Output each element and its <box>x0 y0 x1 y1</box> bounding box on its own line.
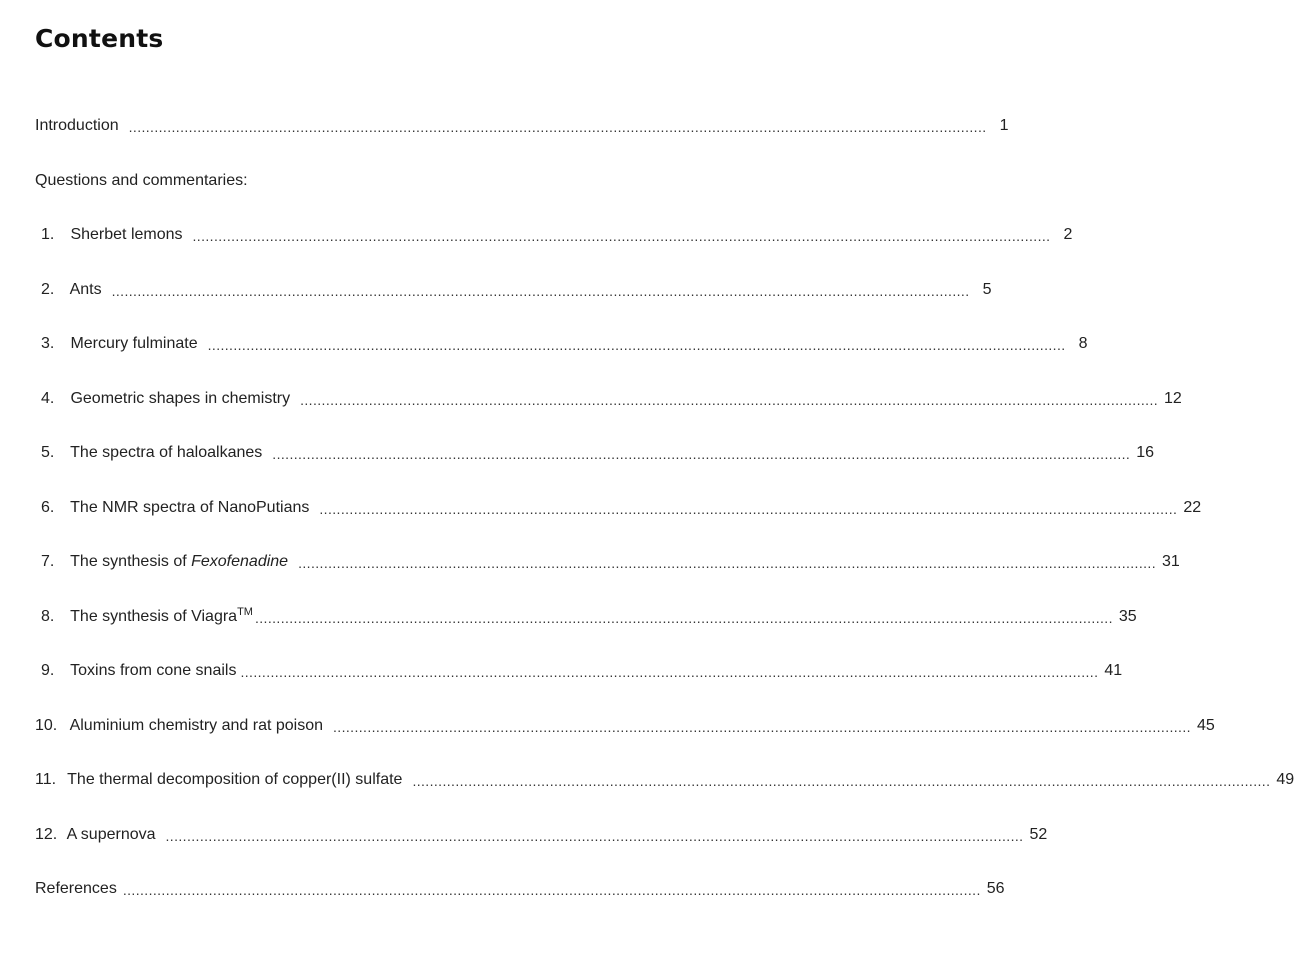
toc-entry-label: Aluminium chemistry and rat poison <box>69 716 323 734</box>
toc-entry-label: Sherbet lemons <box>70 226 183 243</box>
toc-entry-number: 5. <box>41 444 55 461</box>
toc-leader-dots: ........................................................................................................................................................................................................ <box>240 664 1099 680</box>
toc-page-number: 5 <box>982 280 992 298</box>
toc-entry-label: The spectra of haloalkanes <box>70 444 263 461</box>
toc-page-number: 16 <box>1136 444 1155 461</box>
toc-entry-number: 7. <box>41 553 55 570</box>
toc-page-number: 35 <box>1118 607 1137 625</box>
toc-leader-dots: ........................................................................................................................................................................................................ <box>272 446 1131 462</box>
toc-entry-number: 6. <box>41 498 55 516</box>
toc-leader-dots: ........................................................................................................................................................................................................ <box>300 391 1159 408</box>
toc-entry-label: The NMR spectra of NanoPutians <box>70 498 310 516</box>
toc-entry-label: Geometric shapes in chemistry <box>70 389 291 407</box>
toc-section-heading <box>35 168 678 223</box>
toc-entry-references[interactable] <box>35 876 1005 931</box>
toc-leader-dots: ........................................................................................................................................................................................................ <box>111 282 970 299</box>
toc-entry-number: 12. <box>35 825 58 843</box>
toc-entry-label: Ants <box>69 280 102 298</box>
toc-leader-dots: ........................................................................................................................................................................................................ <box>298 555 1157 571</box>
toc-entry-label-prefix: The synthesis of <box>70 553 192 570</box>
toc-page-number: 49 <box>1276 771 1294 788</box>
toc-entry-number: 1. <box>41 226 55 243</box>
page-title: Contents <box>35 24 164 53</box>
toc-leader-dots: ........................................................................................................................................................................................................ <box>333 718 1191 735</box>
toc-entry-label-prefix: The synthesis of Viagra <box>70 607 238 625</box>
toc-entry-number: 8. <box>41 607 55 625</box>
toc-entry-3[interactable] <box>35 331 1088 386</box>
toc-page-number: 52 <box>1029 825 1048 843</box>
toc-entry-label: References <box>35 880 117 897</box>
table-of-contents <box>35 113 1294 931</box>
toc-entry-11[interactable] <box>35 767 1294 822</box>
toc-entry-label: Introduction <box>35 117 119 134</box>
toc-entry-label: The thermal decomposition of copper(II) sulfate <box>67 771 403 788</box>
toc-page-number: 12 <box>1164 389 1182 407</box>
toc-leader-dots: ........................................................................................................................................................................................................ <box>128 119 987 135</box>
toc-leader-dots: ........................................................................................................................................................................................................ <box>207 337 1066 353</box>
toc-page-number: 22 <box>1183 498 1202 516</box>
toc-entry-6[interactable] <box>35 495 1202 550</box>
toc-entry-2[interactable] <box>35 277 992 332</box>
toc-entry-8[interactable] <box>35 604 1137 659</box>
toc-entry-9[interactable] <box>35 658 1123 713</box>
toc-page-number: 2 <box>1063 226 1073 243</box>
toc-entry-4[interactable] <box>35 386 1182 441</box>
toc-entry-7[interactable] <box>35 549 1180 604</box>
toc-page-number: 1 <box>999 117 1009 134</box>
toc-leader-dots: ........................................................................................................................................................................................................ <box>254 609 1113 626</box>
toc-entry-10[interactable] <box>35 713 1215 768</box>
toc-entry-label: A supernova <box>66 825 156 843</box>
toc-entry-introduction[interactable] <box>35 113 1009 168</box>
toc-page-number: 56 <box>986 880 1005 897</box>
toc-page-number: 45 <box>1196 716 1215 734</box>
toc-entry-number: 4. <box>41 389 55 407</box>
toc-leader-dots: ........................................................................................................................................................................................................ <box>122 882 981 898</box>
toc-page-number: 8 <box>1078 335 1088 352</box>
toc-heading-label: Questions and commentaries: <box>35 171 248 189</box>
toc-entry-label: Toxins from cone snails <box>70 662 237 679</box>
toc-entry-number: 2. <box>41 280 55 298</box>
toc-entry-label: Mercury fulminate <box>70 335 198 352</box>
toc-entry-1[interactable] <box>35 222 1073 277</box>
toc-leader-dots: ........................................................................................................................................................................................................ <box>319 500 1178 517</box>
toc-page-number: 41 <box>1104 662 1123 679</box>
toc-entry-number: 9. <box>41 662 55 679</box>
toc-entry-12[interactable] <box>35 822 1048 877</box>
toc-entry-number: 10. <box>35 716 58 734</box>
toc-entry-number: 11. <box>35 771 57 788</box>
trademark-superscript: TM <box>237 605 253 618</box>
toc-leader-dots: ........................................................................................................................................................................................................ <box>412 773 1271 789</box>
toc-leader-dots: ........................................................................................................................................................................................................ <box>192 228 1051 244</box>
toc-entry-label-italic: Fexofenadine <box>191 553 289 570</box>
toc-leader-dots: ........................................................................................................................................................................................................ <box>165 827 1024 844</box>
toc-entry-number: 3. <box>41 335 55 352</box>
toc-page-number: 31 <box>1162 553 1180 570</box>
toc-entry-5[interactable] <box>35 440 1155 495</box>
